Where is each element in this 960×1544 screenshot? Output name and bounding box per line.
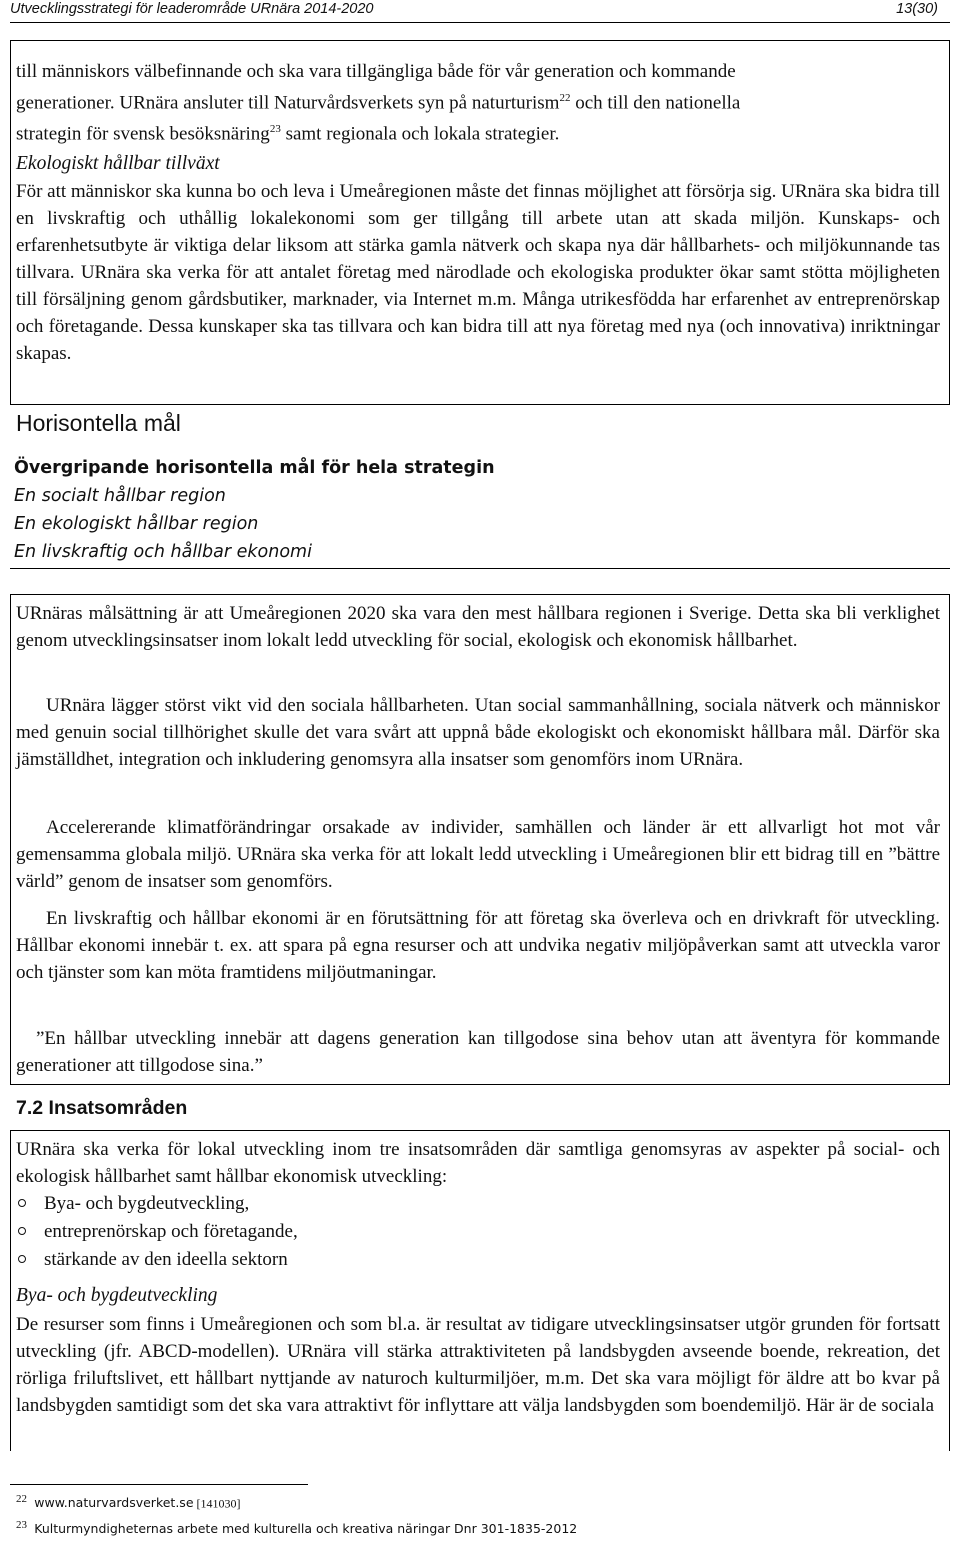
focus-areas-list [16, 1190, 298, 1274]
section-72-heading: 7.2 Insatsområden [16, 1097, 188, 1119]
header-rule [10, 22, 950, 23]
goal-paragraph-3: Accelererande klimatförändringar orsakade av individer, samhällen och länder är ett allvarligt hot mot vår gemensamma globala miljö. URnära ska verka för att lokalt ledd utveckling i Umeåregionen blir ett bidrag till en ”bättre värld” genom de insatser som genomförs. [16, 817, 940, 892]
goal-paragraph-2: URnära lägger störst vikt vid den sociala hållbarheten. Utan social sammanhållning, sociala nätverk och människor med genuin social tillhörighet skulle det vara svårt att uppnå både ekologiskt och ekonomiskt hållbara mål. Därför ska jämställdhet, integration och inkludering genomsyra alla insatser som genomförs inom URnära. [16, 695, 940, 770]
goal-economy: En livskraftig och hållbar ekonomi [14, 542, 312, 562]
goal-ecological: En ekologiskt hållbar region [14, 514, 259, 534]
list-item: Bya- och bygdeutveckling, [16, 1190, 298, 1218]
section-72-intro: URnära ska verka för lokal utveckling inom tre insatsområden där samtliga genomsyras av aspekter på social- och ekologisk hållbarhet samt hållbar ekonomisk utveckling: [16, 1139, 940, 1187]
naturvardsverket-link[interactable]: www.naturvardsverket.se [34, 1495, 194, 1511]
bullet-icon [18, 1227, 26, 1235]
goals-title: Övergripande horisontella mål för hela strategin [14, 458, 495, 478]
footnote-22: $^{22}$ www.naturvardsverket.se [141030] [16, 1493, 241, 1511]
footnote-ref-23[interactable]: 23 [269, 123, 281, 136]
top-paragraph: till människors välbefinnande och ska vara tillgängliga både för vår generation och kommande generationer. URnära ansluter till Naturvårdsverkets syn på naturturism$^{22}$ och till den nationella strategin för svensk besöksnäring$^{23}$ samt regionala och lokala strategier. [16, 61, 741, 145]
footnote-23: $^{23}$ Kulturmyndigheternas arbete med kulturella och kreativa näringar Dnr 301-1835-2012 [16, 1519, 578, 1537]
footnote-ref-22[interactable]: 22 [559, 92, 571, 104]
sustainability-quote: ”En hållbar utveckling innebär att dagens generation kan tillgodose sina behov utan att äventyra för kommande generationer att tillgodose sina.” [16, 1028, 940, 1076]
list-item: stärkande av den ideella sektorn [16, 1246, 298, 1274]
eco-growth-text: För att människor ska kunna bo och leva i Umeåregionen måste det finnas möjlighet att försörja sig. URnära ska bidra till en livskraftig och uthållig lokalekonomi som ger tillgång till arbete utan att skada miljön. Kunskaps- och erfarenhetsutbyte är viktiga delar liksom att stärka gamla nätverk och skapa nya där hållbarhets- och miljökunnande tas tillvara. URnära ska verka för att antalet företag med närodlade och ekologiska produkter ökar samt stötta möjligheten till försäljning genom gårdsbutiker, marknader, via Internet m.m. Många utrikesfödda har erfarenhet av entreprenörskap och företagande. Dessa kunskaper ska tas tillvara och kan bidra till att nya företag med nya (och innovativa) inriktningar skapas. [16, 181, 940, 364]
village-development-text: De resurser som finns i Umeåregionen och som bl.a. är resultat av tidigare utvecklingsinsatser utgör grunden för fortsatt utveckling (jfr. ABCD-modellen). URnära vill stärka attraktiviteten på landsbygden avseende boende, rekreation, det rörliga friluftslivet, ett hållbart nyttjande av naturoch kulturmiljöer, m.m. Det ska vara möjligt för äldre att bo kvar på landsbygden samtidigt som det ska vara attraktivt för inflyttare att välja landsbygden som boendemiljö. Här är de sociala [16, 1314, 940, 1416]
list-item: entreprenörskap och företagande, [16, 1218, 298, 1246]
horizontal-goals-heading: Horisontella mål [16, 410, 181, 436]
village-development-heading: Bya- och bygdeutveckling [16, 1285, 218, 1306]
bullet-icon [18, 1199, 26, 1207]
page-header [10, 0, 950, 26]
goal-social: En socialt hållbar region [14, 486, 226, 506]
eco-growth-heading: Ekologiskt hållbar tillväxt [16, 153, 220, 174]
page-number: 13(30) [896, 1, 938, 17]
document-title: Utvecklingsstrategi för leaderområde URnära 2014-2020 [10, 1, 374, 17]
footnote-rule [10, 1484, 308, 1485]
goal-paragraph-4: En livskraftig och hållbar ekonomi är en förutsättning för att företag ska överleva och en drivkraft för utveckling. Hållbar ekonomi innebär t. ex. att spara på egna resurser och att undvika negativ miljöpåverkan samt att utveckla varor och tjänster som kan möta framtidens miljöutmaningar. [16, 908, 940, 983]
goal-paragraph-1: URnäras målsättning är att Umeåregionen 2020 ska vara den mest hållbara regionen i Sverige. Detta ska bli verklighet genom utvecklingsinsatser inom lokalt ledd utveckling för social, ekologisk och ekonomisk hållbarhet. [16, 603, 940, 651]
goals-divider [10, 568, 950, 569]
bullet-icon [18, 1255, 26, 1263]
